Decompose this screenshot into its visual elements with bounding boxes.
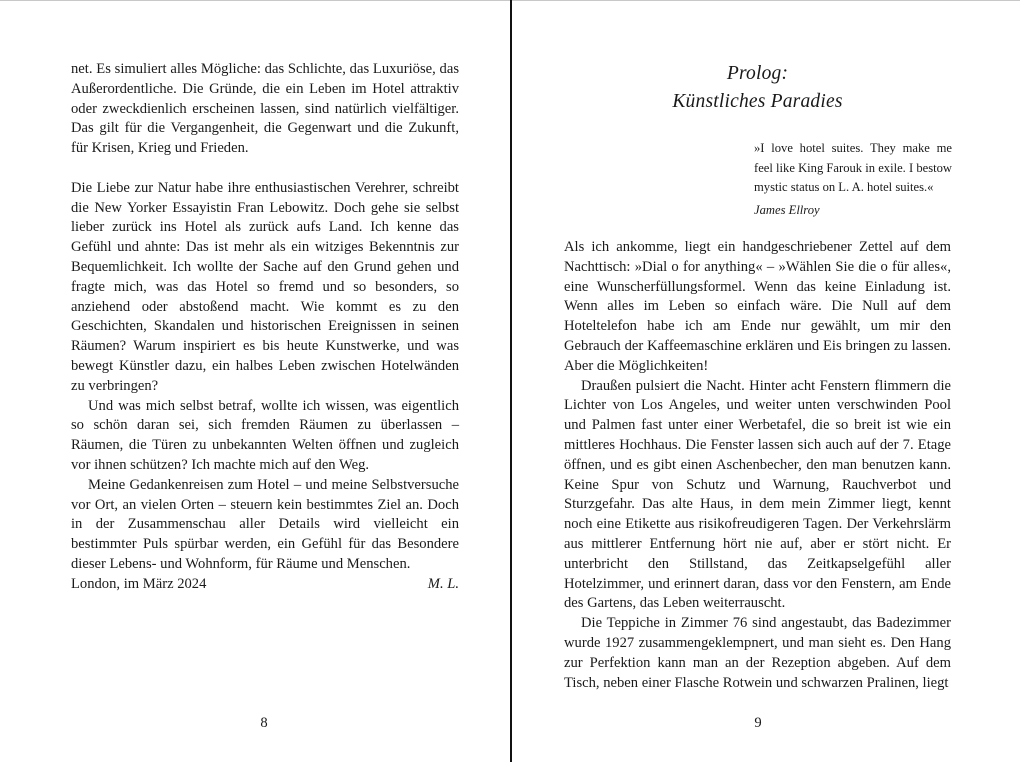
right-paragraph-1: Als ich ankomme, liegt ein handgeschriebener Zettel auf dem Nachttisch: »Dial o for anything« – »Wählen Sie die o für alles«, eine Wunscherfüllungsformel. Wenn das keine Einladung ist. Wenn alles im Leben so einfach wäre. Die Null auf dem Hoteltelefon habe ich am Ende nur gewählt, um mir den Gebrauch der Kaffeemaschine erklären und Eis bringen zu lassen. Aber die Möglichkeiten! — [564, 239, 951, 374]
section-gap — [71, 159, 459, 179]
left-paragraph-1: net. Es simuliert alles Mögliche: das Schlichte, das Luxuriöse, das Außerordentliche. Die Gründe, die ein Leben im Hotel attraktiv oder zweckdienlich erscheinen lassen, sind natürlich vielfältiger. Das gilt für die Vergangenheit, die Gegenwart und die Zukunft, für Krisen, Krieg und Frieden. — [71, 61, 459, 157]
chapter-title — [564, 60, 951, 116]
left-paragraph-3: Und was mich selbst betraf, wollte ich wissen, was eigentlich so schön daran sei, sich fremden Räumen zu überlassen – Räumen, die Türen zu unbekannten Welten öffnen und zugleich vor ihnen schützen? Ich machte mich auf den Weg. — [71, 397, 459, 473]
epigraph-author: James Ellroy — [754, 202, 820, 217]
right-page-text — [564, 238, 951, 693]
signature-initials: M. L. — [427, 576, 459, 592]
chapter-title-line-1: Prolog: — [726, 63, 789, 84]
right-page — [512, 0, 1020, 762]
signature-line — [71, 575, 459, 595]
chapter-title-line-2: Künstliches Paradies — [672, 91, 843, 112]
page-number-left: 8 — [260, 715, 268, 731]
right-paragraph-2: Draußen pulsiert die Nacht. Hinter acht Fenstern flimmern die Lichter von Los Angeles, und weiter unten verschwinden Pool und Palmen fast unter einer Werbetafel, die so breit ist wie ein mittleres Hochhaus. Die Fenster lassen sich auch auf der 7. Etage öffnen, und es gibt einen Aschenbecher, den man benutzen kann. Keine Spur von Schutz und Warnung, Rauchverbot und Sturzgefahr. Das alte Haus, in dem mein Zimmer liegt, kennt noch eine Etikette aus risikofreudigeren Tagen. Der Verkehrslärm aus mittlerer Entfernung hört nie auf, aber er stört nicht. Er unterbricht den Stillstand, das Zeitkapselgefühl aller Hotelzimmer, und erinnert daran, dass vor den Fenstern, am Ende des Gartens, das Leben weiterrauscht. — [564, 377, 951, 612]
left-page-text — [71, 60, 459, 575]
right-paragraph-3: Die Teppiche in Zimmer 76 sind angestaubt, das Badezimmer wurde 1927 zusammengeklempnert, und man sieht es. Den Hang zur Perfektion kann man an der Rezeption abgeben. Auf dem Tisch, neben einer Flasche Rotwein und schwarzen Pralinen, liegt — [564, 615, 951, 691]
left-paragraph-4: Meine Gedankenreisen zum Hotel – und meine Selbstversuche vor Ort, an vielen Orten – steuern kein bestimmtes Ziel an. Doch in der Zusammenschau aller Details wird vielleicht ein bestimmter Puls spürbar werden, ein Gefühl für das Besondere dieser Lebens- und Wohnform, für Räume und Menschen. — [71, 476, 459, 572]
epigraph — [754, 139, 952, 220]
signature-place-date: London, im März 2024 — [71, 576, 207, 592]
page-number-right: 9 — [754, 715, 762, 731]
left-paragraph-2: Die Liebe zur Natur habe ihre enthusiastischen Verehrer, schreibt die New Yorker Essayistin Fran Lebowitz. Doch gehe sie selbst lieber zurück ins Hotel als zurück aufs Land. Ich kenne das Gefühl und ahnte: Das ist mehr als ein witziges Bekenntnis zur Bequemlichkeit. Ich wollte der Sache auf den Grund gehen und fragte mich, was das Hotel so fremd und so besonders, so anziehend oder abstoßend macht. Wie kommt es zu den Geschichten, Skandalen und historischen Ereignissen in seinen Räumen? Warum inspiriert es bis heute Kunstwerke, und was bewegt Künstler dazu, ein halbes Leben zwischen Hotelwänden zu verbringen? — [71, 179, 459, 394]
epigraph-quote: »I love hotel suites. They make me feel like King Farouk in exile. I bestow mystic status on L. A. hotel suites.« — [754, 141, 952, 195]
